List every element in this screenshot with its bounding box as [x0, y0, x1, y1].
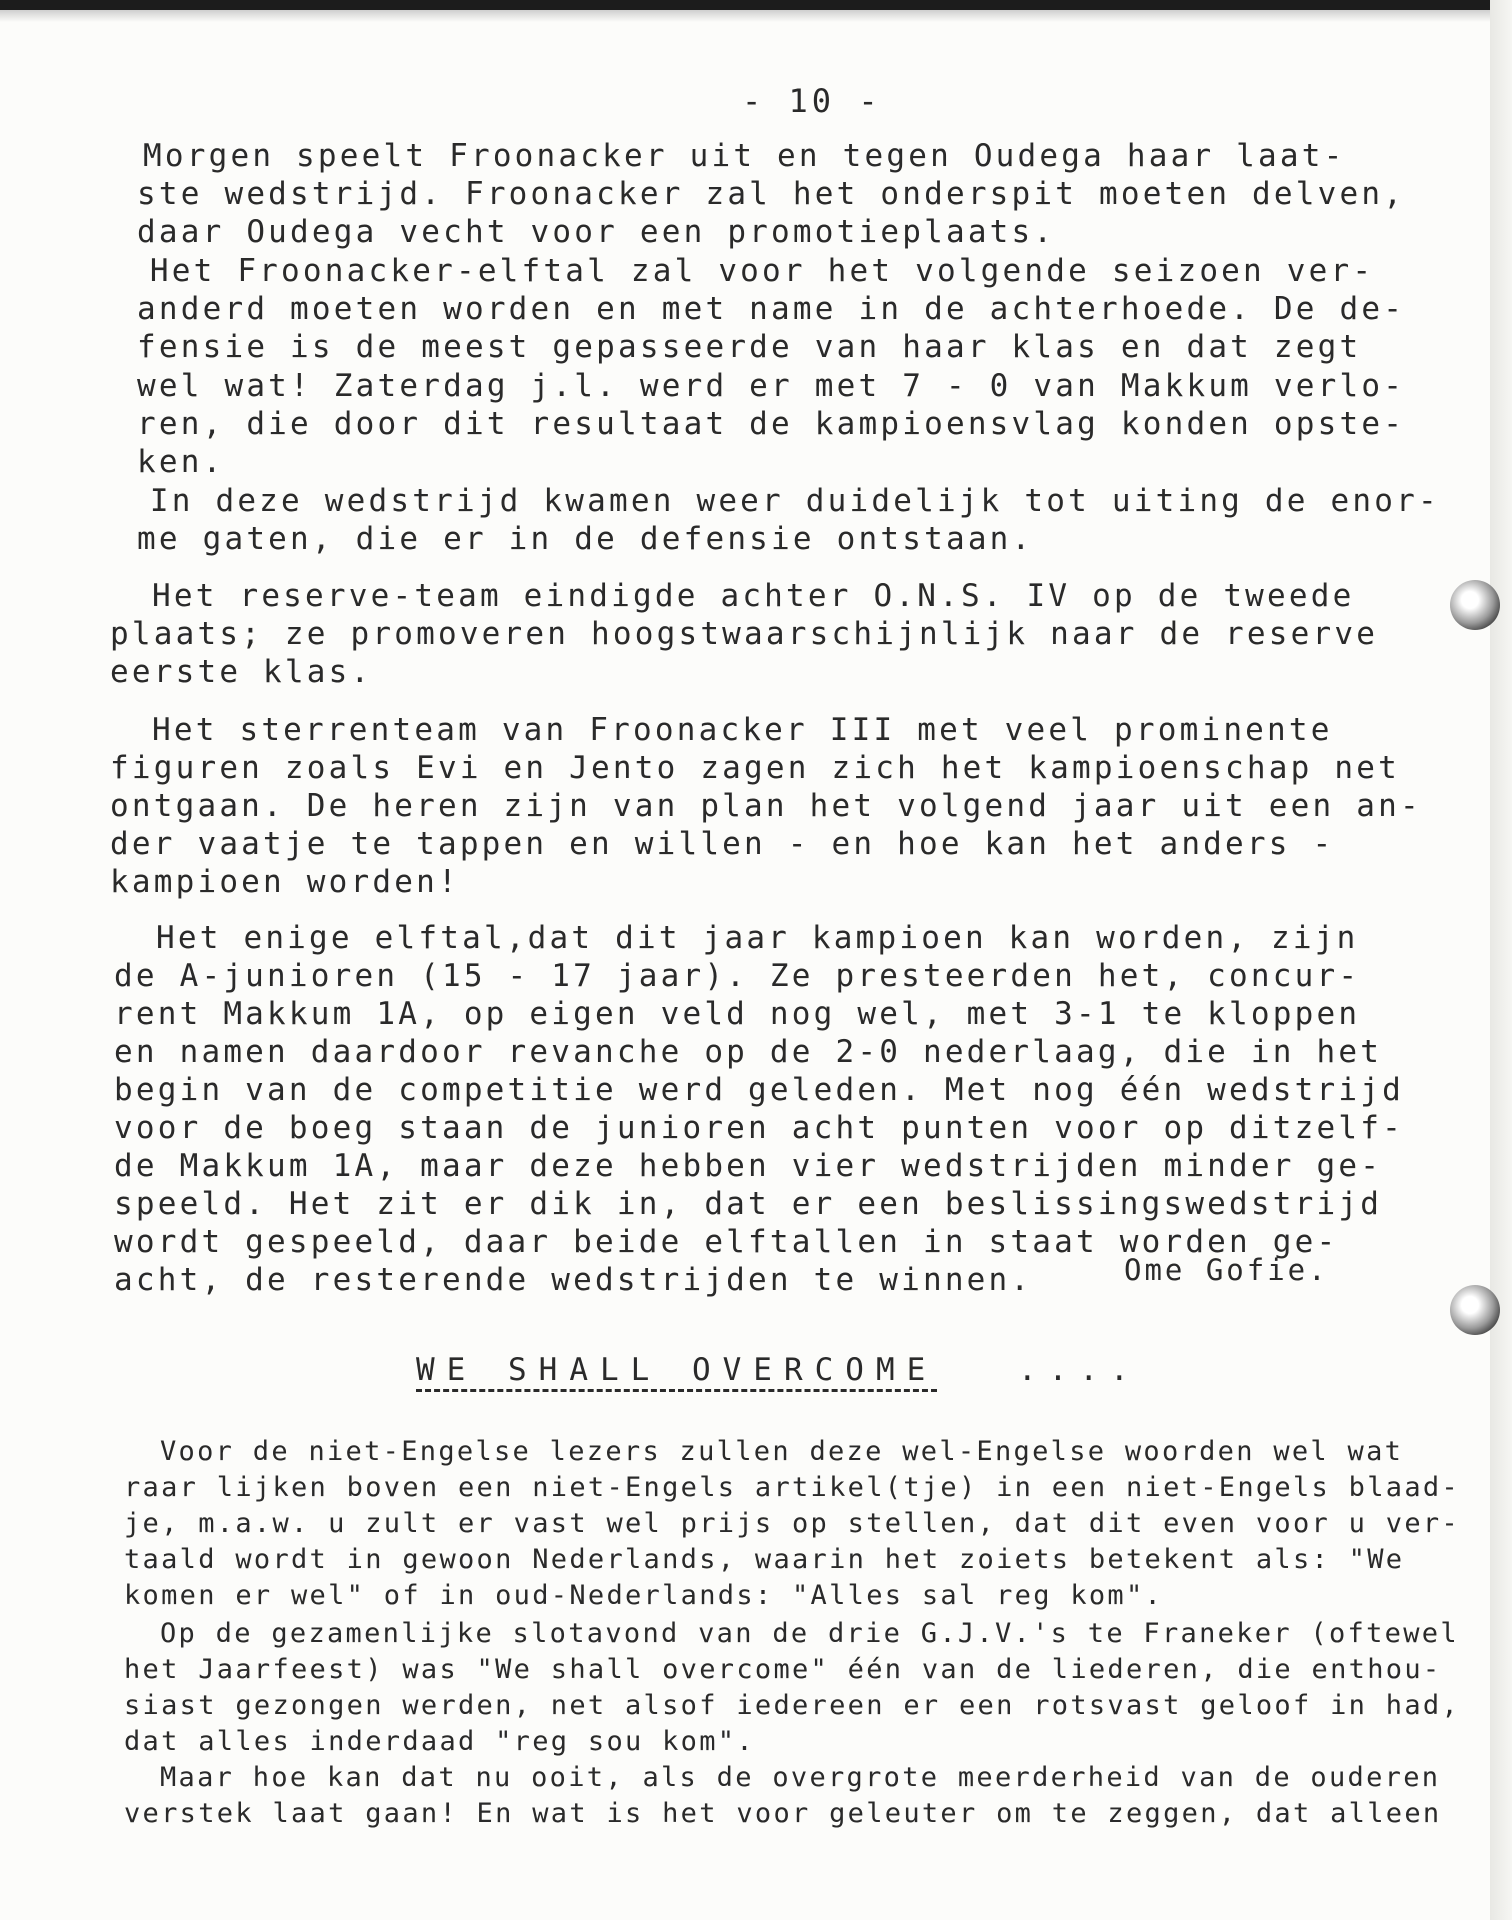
article-heading: WE SHALL OVERCOME	[416, 1352, 938, 1388]
text-line: siast gezongen werden, net alsof iedereen er een rotsvast geloof in had,	[124, 1690, 1460, 1721]
text-line: anderd moeten worden en met name in de achterhoede. De de-	[137, 291, 1406, 327]
text-line: eerste klas.	[110, 654, 373, 690]
text-line: acht, de resterende wedstrijden te winnen.	[114, 1262, 1033, 1298]
text-line: rent Makkum 1A, op eigen veld nog wel, met 3-1 te kloppen	[114, 996, 1361, 1032]
text-line: verstek laat gaan! En wat is het voor geleuter om te zeggen, dat alleen	[124, 1798, 1442, 1829]
text-line: ste wedstrijd. Froonacker zal het onderspit moeten delven,	[137, 176, 1406, 212]
text-line: het Jaarfeest) was "We shall overcome" één van de liederen, die enthou-	[124, 1654, 1442, 1685]
text-line: Op de gezamenlijke slotavond van de drie G.J.V.'s te Franeker (oftewel	[160, 1618, 1459, 1649]
text-line: ontgaan. De heren zijn van plan het volgend jaar uit een an-	[110, 788, 1422, 824]
text-line: kampioen worden!	[110, 864, 460, 900]
text-line: de A-junioren (15 - 17 jaar). Ze presteerden het, concur-	[114, 958, 1361, 994]
text-line: der vaatje te tappen en willen - en hoe kan het anders -	[110, 826, 1335, 862]
text-line: wel wat! Zaterdag j.l. werd er met 7 - 0 van Makkum verlo-	[137, 368, 1406, 404]
binding-gutter	[1490, 0, 1512, 1920]
binder-hole-icon	[1450, 580, 1500, 630]
text-line: Voor de niet-Engelse lezers zullen deze wel-Engelse woorden wel wat	[160, 1436, 1404, 1467]
text-line: ren, die door dit resultaat de kampioensvlag konden opste-	[137, 406, 1406, 442]
text-line: taald wordt in gewoon Nederlands, waarin het zoiets betekent als: "We	[124, 1544, 1405, 1575]
text-line: Maar hoe kan dat nu ooit, als de overgrote meerderheid van de ouderen	[160, 1762, 1441, 1793]
text-line: en namen daardoor revanche op de 2-0 nederlaag, die in het	[114, 1034, 1383, 1070]
text-line: Het enige elftal,dat dit jaar kampioen kan worden, zijn	[156, 920, 1359, 956]
text-line: me gaten, die er in de defensie ontstaan.	[137, 521, 1034, 557]
text-line: dat alles inderdaad "reg sou kom".	[124, 1726, 755, 1757]
signature: Ome Gofie.	[1124, 1253, 1329, 1287]
text-line: plaats; ze promoveren hoogstwaarschijnlijk naar de reserve	[110, 616, 1379, 652]
text-line: fensie is de meest gepasseerde van haar klas en dat zegt	[137, 329, 1362, 365]
text-line: raar lijken boven een niet-Engels artikel(tje) in een niet-Engels blaad-	[124, 1472, 1460, 1503]
text-line: begin van de competitie werd geleden. Met nog één wedstrijd	[114, 1072, 1404, 1108]
text-line: voor de boeg staan de junioren acht punten voor op ditzelf-	[114, 1110, 1404, 1146]
page-number: - 10 -	[742, 82, 882, 120]
text-line: figuren zoals Evi en Jento zagen zich het kampioenschap net	[110, 750, 1400, 786]
text-line: Het sterrenteam van Froonacker III met veel prominente	[152, 712, 1333, 748]
text-line: speeld. Het zit er dik in, dat er een beslissingswedstrijd	[114, 1186, 1383, 1222]
binder-hole-icon	[1450, 1285, 1500, 1335]
text-line: In deze wedstrijd kwamen weer duidelijk tot uiting de enor-	[128, 483, 1440, 519]
text-line: Het Froonacker-elftal zal voor het volgende seizoen ver-	[128, 253, 1375, 289]
text-line: wordt gespeeld, daar beide elftallen in staat worden ge-	[114, 1224, 1339, 1260]
text-line: de Makkum 1A, maar deze hebben vier wedstrijden minder ge-	[114, 1148, 1383, 1184]
page-top-shadow	[0, 10, 1512, 22]
article-heading-dots: ....	[1018, 1352, 1141, 1388]
text-line: je, m.a.w. u zult er vast wel prijs op stellen, dat dit even voor u ver-	[124, 1508, 1460, 1539]
text-line: ken.	[137, 444, 225, 480]
text-line: daar Oudega vecht voor een promotieplaats.	[137, 214, 1056, 250]
text-line: Morgen speelt Froonacker uit en tegen Oudega haar laat-	[143, 138, 1346, 174]
text-line: komen er wel" of in oud-Nederlands: "Alles sal reg kom".	[124, 1580, 1164, 1611]
page-top-edge	[0, 0, 1512, 10]
text-line: Het reserve-team eindigde achter O.N.S. IV op de tweede	[152, 578, 1355, 614]
